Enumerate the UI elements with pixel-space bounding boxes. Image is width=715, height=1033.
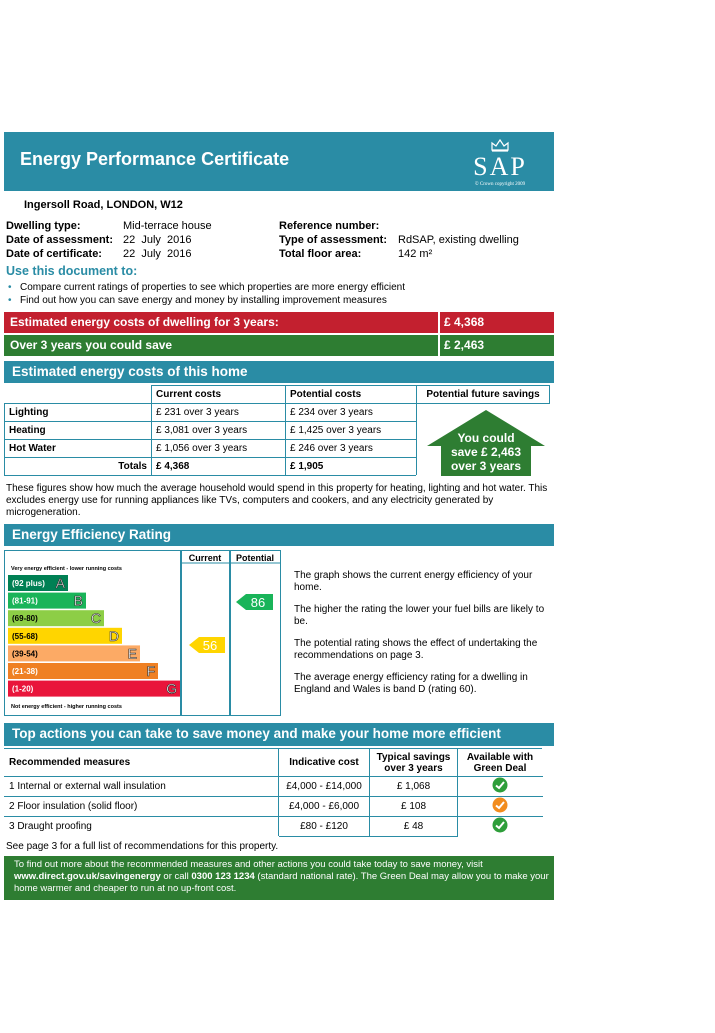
savings-label: Over 3 years you could save [10, 338, 173, 352]
rating-band-range: (92 plus) [12, 579, 45, 588]
bullet-icon: • [8, 282, 12, 293]
green-deal-check-icon [492, 817, 508, 833]
sap-logo-text: SAP [473, 152, 527, 181]
floor-area-label: Total floor area: [279, 248, 362, 260]
dwelling-type-label: Dwelling type: [6, 220, 81, 232]
current-rating-value: 56 [202, 638, 218, 653]
costs-note: These figures show how much the average household would spend in this property for heating, lighting and hot water. This excludes energy use for running appliances like TVs, computers and cookers, and any electricity generated by microgeneration. [6, 483, 548, 518]
table-row: 1 Internal or external wall insulation £4,000 - £14,000 £ 1,068 [5, 777, 543, 797]
total-current: £ 4,368 [152, 458, 286, 476]
list-item: • Compare current ratings of properties to see which properties are more energy efficient [8, 282, 406, 293]
recommendations-page-note: See page 3 for a full list of recommendations for this property. [6, 841, 279, 852]
certificate-date-label: Date of certificate: [6, 248, 102, 260]
rating-band-letter: D [108, 627, 119, 644]
list-item: • Find out how you can save energy and money by installing improvement measures [8, 295, 387, 306]
efficiency-section-title: Energy Efficiency Rating [4, 524, 554, 546]
rating-note: The graph shows the current energy efficiency of your home. [294, 570, 533, 593]
potential-costs-header: Potential costs [286, 386, 417, 404]
rating-band-letter: F [146, 663, 155, 679]
rating-band-b [8, 593, 86, 609]
rating-band-d [8, 628, 122, 644]
rating-band-range: (21-38) [12, 667, 38, 676]
table-row: Heating £ 3,081 over 3 years £ 1,425 over 3 years [5, 422, 550, 440]
rating-band-c [8, 610, 104, 626]
efficient-note: Very energy efficient - lower running costs [11, 566, 122, 572]
table-row: 2 Floor insulation (solid floor) £4,000 - £6,000 £ 108 [5, 797, 543, 817]
sap-logo [460, 138, 540, 188]
rating-note: The potential rating shows the effect of undertaking the recommendations on page 3. [294, 638, 538, 661]
dwelling-details-right [279, 219, 387, 261]
certificate-date-value: 22 July 2016 [123, 248, 192, 260]
savings-value: £ 2,463 [444, 338, 485, 352]
green-deal-check-icon [492, 777, 508, 793]
dwelling-details-left [6, 219, 113, 261]
inefficient-note: Not energy efficient - higher running costs [11, 704, 122, 710]
efficiency-chart-svg [5, 551, 280, 715]
property-address: Ingersoll Road, LONDON, W12 [24, 199, 183, 211]
rating-note: The higher the rating the lower your fuel bills are likely to be. [294, 604, 545, 627]
table-row: 3 Draught proofing £80 - £120 £ 48 [5, 817, 543, 837]
rating-band-range: (1-20) [12, 684, 34, 694]
total-potential: £ 1,905 [286, 458, 417, 476]
rating-band-letter: E [127, 645, 137, 662]
estimated-cost-value: £ 4,368 [444, 315, 485, 329]
green-deal-footer: To find out more about the recommended measures and other actions you could take today to save money, visit www.direct.gov.uk/savingenergy or call 0300 123 1234 (standard national rate). The Green Deal may allow you to make your home warmer and cheaper to run at no up-front cost. [4, 856, 554, 900]
savings-arrow-text: You could save £ 2,463 over 3 years [450, 431, 522, 473]
use-document-title: Use this document to: [6, 264, 138, 278]
current-rating-marker [189, 637, 225, 653]
dwelling-type-value: Mid-terrace house [123, 220, 212, 232]
dwelling-details-right-values [398, 219, 519, 261]
saving-energy-link[interactable]: www.direct.gov.uk/savingenergy [14, 871, 161, 882]
table-row: Lighting £ 231 over 3 years £ 234 over 3 years [5, 404, 550, 422]
savings-bar [4, 335, 554, 356]
table-header-row: Recommended measures Indicative cost Typical savings over 3 years Available with Green Deal [5, 749, 543, 777]
rating-band-letter: A [55, 575, 65, 591]
dwelling-details-left-values [123, 219, 212, 261]
rating-band-a [8, 575, 68, 591]
future-savings-header: Potential future savings [417, 386, 550, 404]
rating-band-letter: C [90, 610, 101, 627]
recommendations-table [4, 748, 543, 837]
rating-band-e [8, 645, 140, 661]
assessment-type-value: RdSAP, existing dwelling [398, 234, 519, 246]
crown-copyright: © Crown copyright 2009 [474, 182, 526, 187]
estimated-cost-bar [4, 312, 554, 333]
rating-band-g [8, 681, 180, 697]
bullet-icon: • [8, 295, 12, 306]
certificate-header [4, 132, 554, 191]
rating-band-range: (55-68) [12, 631, 38, 641]
reference-label: Reference number: [279, 220, 380, 232]
assessment-date-value: 22 July 2016 [123, 234, 192, 246]
table-header-row [5, 386, 550, 404]
assessment-type-label: Type of assessment: [279, 234, 388, 246]
totals-label: Totals [5, 458, 152, 476]
rating-band-range: (69-80) [12, 614, 38, 624]
potential-column-header: Potential [235, 553, 275, 563]
rating-band-letter: B [73, 592, 83, 609]
current-costs-header: Current costs [152, 386, 286, 404]
actions-section-title: Top actions you can take to save money and make your home more efficient [4, 723, 554, 746]
rating-band-range: (81-91) [12, 596, 38, 606]
page-title: Energy Performance Certificate [20, 149, 290, 169]
use-document-list [6, 281, 405, 307]
floor-area-value: 142 m² [398, 248, 433, 260]
phone-number: 0300 123 1234 [191, 871, 255, 882]
potential-rating-marker [236, 594, 273, 610]
costs-section-title: Estimated energy costs of this home [4, 361, 554, 383]
rating-note: The average energy efficiency rating for a dwelling in England and Wales is band D (rating 60). [294, 672, 528, 695]
rating-band-letter: G [166, 680, 177, 697]
rating-band-bar [8, 681, 180, 697]
rating-band-f [8, 663, 158, 679]
current-column-header: Current [188, 553, 222, 563]
efficiency-rating-chart [4, 550, 281, 716]
green-deal-check-icon [492, 797, 508, 813]
table-row: Hot Water £ 1,056 over 3 years £ 246 over 3 years [5, 440, 550, 458]
potential-rating-value: 86 [250, 595, 266, 610]
reference-value [398, 219, 519, 233]
rating-band-range: (39-54) [12, 649, 38, 659]
crown-icon [490, 138, 510, 152]
assessment-date-label: Date of assessment: [6, 234, 113, 246]
estimated-cost-label: Estimated energy costs of dwelling for 3 years: [10, 315, 279, 329]
